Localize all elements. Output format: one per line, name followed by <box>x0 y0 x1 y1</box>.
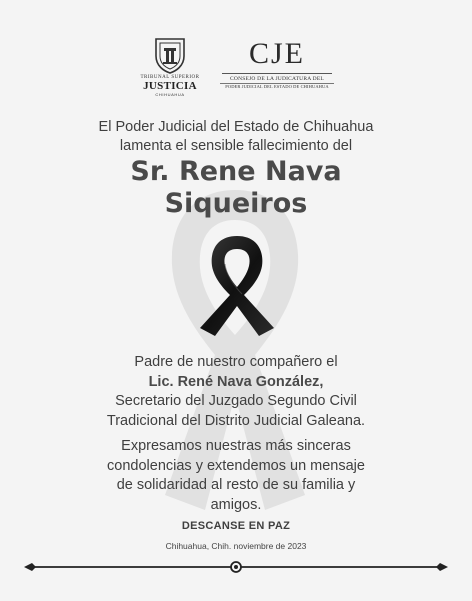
cje-line2: PODER JUDICIAL DEL ESTADO DE CHIHUAHUA <box>220 83 334 90</box>
relation-line-1: Padre de nuestro compañero el <box>134 354 338 370</box>
intro-text <box>0 118 472 156</box>
tsj-sub-text: CHIHUAHUA <box>155 92 185 97</box>
relation-line-3: Secretario del Juzgado Segundo Civil <box>115 393 357 409</box>
cje-mark: CJE <box>248 37 305 70</box>
intro-line-1: El Poder Judicial del Estado de Chihuahua <box>98 119 374 135</box>
ornamental-divider-icon <box>22 558 450 576</box>
condolence-text <box>0 437 472 515</box>
mourning-ribbon-icon <box>198 234 276 338</box>
cje-rule <box>222 73 332 74</box>
intro-line-2: lamenta el sensible fallecimiento del <box>119 138 353 154</box>
condolence-line-3: de solidaridad al resto de su familia y <box>116 477 356 493</box>
place-date: Chihuahua, Chih. noviembre de 2023 <box>165 541 307 551</box>
relation-text <box>0 353 472 431</box>
deceased-name-line-1: Sr. Rene Nava <box>130 156 342 187</box>
tsj-emblem-icon <box>152 36 188 74</box>
cje-logo <box>220 38 334 90</box>
closing-text: DESCANSE EN PAZ <box>181 520 291 532</box>
tsj-big-text: JUSTICIA <box>143 80 197 92</box>
cje-line1: CONSEJO DE LA JUDICATURA DEL <box>230 76 324 82</box>
condolence-line-1: Expresamos nuestras más sinceras <box>121 438 351 454</box>
deceased-name-line-2: Siqueiros <box>164 188 308 219</box>
tsj-small-text: TRIBUNAL SUPERIOR <box>140 75 200 80</box>
tsj-logo <box>138 36 202 100</box>
deceased-name <box>0 156 472 220</box>
header-logos <box>0 36 472 106</box>
condolence-line-4: amigos. <box>210 496 262 513</box>
relative-name: Lic. René Nava González, <box>148 373 324 390</box>
relation-line-4: Tradicional del Distrito Judicial Galeana. <box>106 412 366 429</box>
condolence-line-2: condolencias y extendemos un mensaje <box>107 457 365 474</box>
